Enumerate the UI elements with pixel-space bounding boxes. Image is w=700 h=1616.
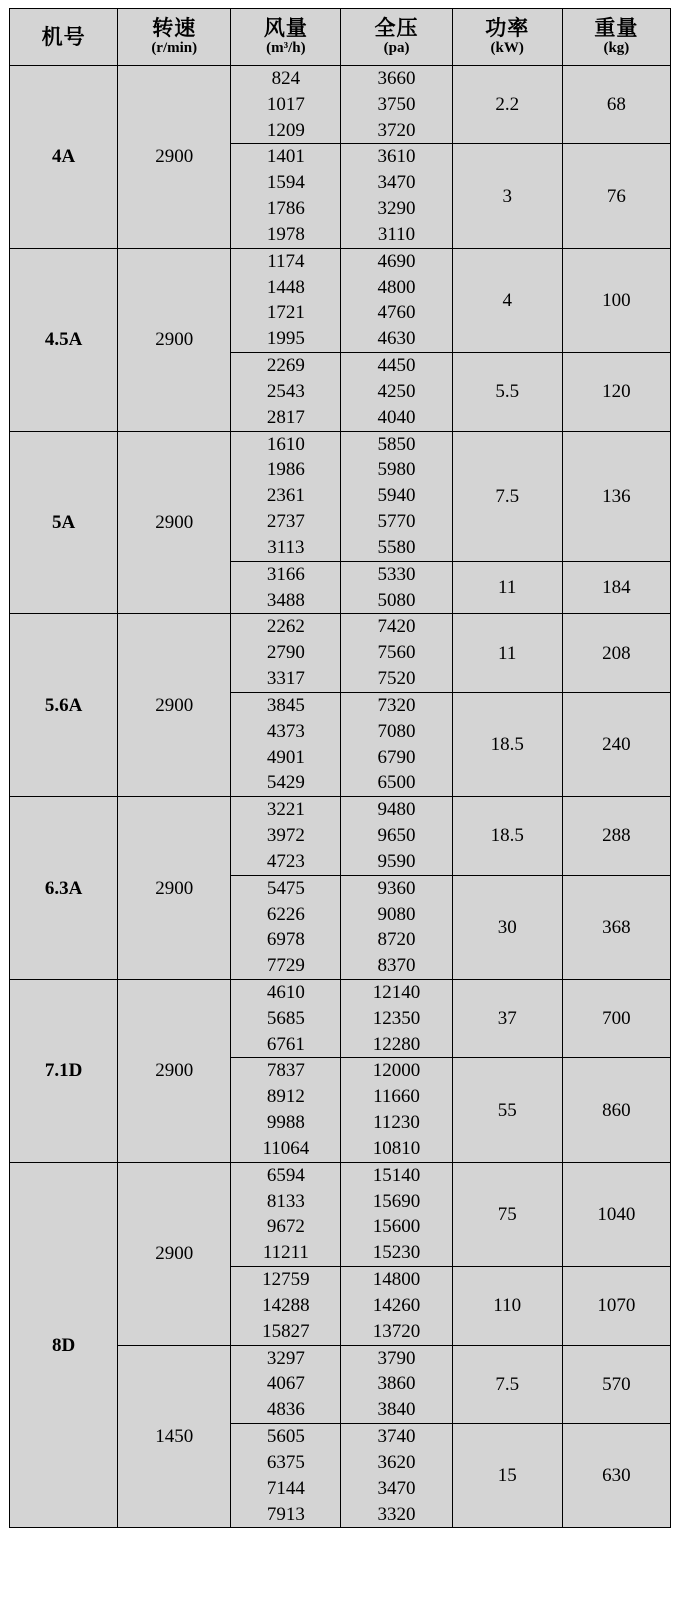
model-cell: 5.6A (10, 614, 118, 797)
weight-cell: 100 (562, 248, 670, 352)
flow-value: 6226 (266, 903, 305, 925)
weight-cell: 700 (562, 979, 670, 1057)
pressure-value: 3610 (377, 146, 416, 168)
speed-cell: 2900 (118, 979, 231, 1162)
flow-value: 2262 (266, 616, 305, 638)
pressure-value: 15600 (372, 1216, 421, 1238)
pressure-cell (341, 561, 452, 614)
pressure-value: 12280 (372, 1033, 421, 1055)
flow-cell (231, 875, 341, 979)
pressure-value: 7560 (377, 642, 416, 664)
flow-cell (231, 248, 341, 352)
table-row (10, 797, 671, 875)
flow-value: 1174 (267, 250, 305, 272)
flow-value: 3845 (266, 694, 305, 716)
weight-cell: 1040 (562, 1162, 670, 1266)
flow-value: 1978 (266, 223, 305, 245)
pressure-value: 6790 (377, 746, 416, 768)
flow-value: 3113 (267, 536, 305, 558)
pressure-value: 9590 (377, 850, 416, 872)
pressure-cell (341, 875, 452, 979)
power-cell: 5.5 (452, 353, 562, 431)
flow-cell (231, 1424, 341, 1528)
speed-cell: 2900 (118, 614, 231, 797)
flow-value: 2790 (266, 642, 305, 664)
pressure-value: 5770 (377, 511, 416, 533)
pressure-value: 9480 (377, 799, 416, 821)
power-cell: 3 (452, 144, 562, 248)
flow-value: 4836 (266, 1399, 305, 1421)
flow-value: 11064 (262, 1137, 310, 1159)
flow-value: 2361 (266, 485, 305, 507)
pressure-value: 5940 (377, 485, 416, 507)
model-cell: 6.3A (10, 797, 118, 980)
table-row (10, 248, 671, 352)
power-cell: 110 (452, 1267, 562, 1345)
pressure-value: 15230 (372, 1242, 421, 1264)
pressure-value: 3290 (377, 198, 416, 220)
power-cell: 11 (452, 561, 562, 614)
pressure-value: 15140 (372, 1164, 421, 1186)
table-body (10, 66, 671, 1528)
power-cell: 4 (452, 248, 562, 352)
table-header-row (10, 9, 671, 66)
flow-value: 4067 (266, 1373, 305, 1395)
model-cell: 7.1D (10, 979, 118, 1162)
flow-value: 7144 (266, 1477, 305, 1499)
flow-value: 1610 (266, 433, 305, 455)
flow-value: 5605 (266, 1426, 305, 1448)
pressure-value: 8370 (377, 955, 416, 977)
pressure-value: 7420 (377, 616, 416, 638)
pressure-value: 9650 (377, 825, 416, 847)
column-header-unit: (r/min) (151, 40, 198, 56)
weight-cell: 860 (562, 1058, 670, 1162)
flow-value: 5475 (266, 877, 305, 899)
table-row (10, 66, 671, 144)
pressure-value: 3720 (377, 119, 416, 141)
weight-cell: 570 (562, 1345, 670, 1423)
flow-value: 8133 (266, 1190, 305, 1212)
weight-cell: 630 (562, 1424, 670, 1528)
model-cell: 4A (10, 66, 118, 249)
pressure-cell (341, 248, 452, 352)
column-header-name: 机号 (41, 24, 86, 49)
pressure-value: 12140 (372, 981, 421, 1003)
power-cell: 55 (452, 1058, 562, 1162)
flow-value: 2543 (266, 380, 305, 402)
pressure-value: 11230 (373, 1112, 420, 1134)
flow-value: 6761 (266, 1033, 305, 1055)
flow-cell (231, 1162, 341, 1266)
flow-value: 12759 (262, 1269, 310, 1291)
flow-value: 3488 (266, 589, 305, 611)
flow-value: 2737 (266, 511, 305, 533)
speed-cell: 2900 (118, 66, 231, 249)
pressure-value: 4250 (377, 380, 416, 402)
weight-cell: 240 (562, 692, 670, 796)
flow-value: 15827 (262, 1320, 310, 1342)
pressure-value: 5330 (377, 563, 416, 585)
pressure-value: 4690 (377, 250, 416, 272)
pressure-value: 7520 (377, 668, 416, 690)
speed-cell: 1450 (118, 1345, 231, 1528)
pressure-value: 4630 (377, 328, 416, 350)
column-header-3 (341, 9, 452, 66)
pressure-value: 10810 (372, 1137, 421, 1159)
power-cell: 18.5 (452, 692, 562, 796)
column-header-unit: (kW) (490, 40, 524, 56)
flow-value: 824 (271, 68, 301, 89)
pressure-value: 9360 (377, 877, 416, 899)
flow-value: 4610 (266, 981, 305, 1003)
flow-value: 1594 (266, 172, 305, 194)
pressure-value: 4800 (377, 276, 416, 298)
pressure-value: 3840 (377, 1399, 416, 1421)
weight-cell: 136 (562, 431, 670, 561)
flow-cell (231, 614, 341, 692)
flow-value: 4901 (266, 746, 305, 768)
pressure-value: 3860 (377, 1373, 416, 1395)
flow-value: 1786 (266, 198, 305, 220)
flow-value: 1209 (266, 119, 305, 141)
pressure-value: 13720 (372, 1320, 421, 1342)
power-cell: 11 (452, 614, 562, 692)
pressure-value: 8720 (377, 929, 416, 951)
column-header-name: 重量 (594, 16, 639, 40)
flow-value: 9672 (266, 1216, 305, 1238)
column-header-unit: (kg) (603, 40, 630, 56)
column-header-2 (231, 9, 341, 66)
pressure-value: 3790 (377, 1347, 416, 1369)
weight-cell: 1070 (562, 1267, 670, 1345)
flow-cell (231, 1058, 341, 1162)
power-cell: 2.2 (452, 66, 562, 144)
flow-value: 1721 (266, 302, 305, 324)
column-header-1 (118, 9, 231, 66)
pressure-cell (341, 353, 452, 431)
power-cell: 30 (452, 875, 562, 979)
flow-value: 5429 (266, 772, 305, 794)
pressure-value: 3320 (377, 1503, 416, 1525)
flow-value: 3221 (266, 799, 305, 821)
pressure-value: 4760 (377, 302, 416, 324)
model-cell: 4.5A (10, 248, 118, 431)
flow-value: 5685 (266, 1007, 305, 1029)
power-cell: 18.5 (452, 797, 562, 875)
flow-value: 3972 (266, 825, 305, 847)
pressure-cell (341, 431, 452, 561)
pressure-value: 7080 (377, 720, 416, 742)
weight-cell: 120 (562, 353, 670, 431)
flow-value: 1448 (266, 276, 305, 298)
flow-value: 6978 (266, 929, 305, 951)
speed-cell: 2900 (118, 1162, 231, 1345)
pressure-value: 5850 (377, 433, 416, 455)
pressure-value: 3110 (377, 223, 416, 245)
table-row (10, 614, 671, 692)
column-header-4 (452, 9, 562, 66)
pressure-value: 14800 (372, 1269, 421, 1291)
flow-value: 1017 (266, 93, 305, 115)
pressure-cell (341, 979, 452, 1057)
flow-value: 14288 (262, 1294, 310, 1316)
table-header (10, 9, 671, 66)
flow-value: 6375 (266, 1451, 305, 1473)
flow-value: 3317 (266, 668, 305, 690)
flow-value: 4723 (266, 850, 305, 872)
flow-value: 8912 (266, 1086, 305, 1108)
flow-value: 1995 (266, 328, 305, 350)
model-cell: 8D (10, 1162, 118, 1528)
speed-cell: 2900 (118, 248, 231, 431)
speed-cell: 2900 (118, 797, 231, 980)
flow-value: 11211 (262, 1242, 309, 1264)
power-cell: 75 (452, 1162, 562, 1266)
flow-cell (231, 431, 341, 561)
table-row (10, 1162, 671, 1266)
flow-value: 1986 (266, 459, 305, 481)
pressure-value: 3620 (377, 1451, 416, 1473)
pressure-value: 12000 (372, 1060, 421, 1082)
flow-value: 1401 (266, 146, 305, 168)
pressure-value: 15690 (372, 1190, 421, 1212)
weight-cell: 184 (562, 561, 670, 614)
flow-value: 7729 (266, 955, 305, 977)
flow-cell (231, 144, 341, 248)
column-header-name: 全压 (374, 16, 419, 40)
power-cell: 7.5 (452, 431, 562, 561)
flow-value: 9988 (266, 1112, 305, 1134)
pressure-value: 9080 (377, 903, 416, 925)
flow-cell (231, 66, 341, 144)
flow-value: 2269 (266, 355, 305, 377)
weight-cell: 368 (562, 875, 670, 979)
speed-cell: 2900 (118, 431, 231, 614)
flow-value: 7913 (266, 1503, 305, 1525)
pressure-value: 4450 (377, 355, 416, 377)
pressure-value: 5580 (377, 536, 416, 558)
weight-cell: 288 (562, 797, 670, 875)
model-cell: 5A (10, 431, 118, 614)
column-header-name: 风量 (263, 16, 308, 40)
weight-cell: 208 (562, 614, 670, 692)
weight-cell: 76 (562, 144, 670, 248)
flow-value: 3166 (266, 563, 305, 585)
column-header-unit: (pa) (383, 40, 410, 56)
pressure-cell (341, 797, 452, 875)
flow-value: 3297 (266, 1347, 305, 1369)
pressure-value: 14260 (372, 1294, 421, 1316)
pressure-value: 12350 (372, 1007, 421, 1029)
column-header-5 (562, 9, 670, 66)
pressure-value: 3660 (377, 68, 416, 89)
pressure-value: 11660 (373, 1086, 420, 1108)
pressure-cell (341, 1345, 452, 1423)
pressure-value: 3470 (377, 1477, 416, 1499)
column-header-name: 转速 (152, 16, 197, 40)
pressure-value: 5980 (377, 459, 416, 481)
flow-cell (231, 353, 341, 431)
pressure-value: 5080 (377, 589, 416, 611)
flow-cell (231, 692, 341, 796)
power-cell: 37 (452, 979, 562, 1057)
pressure-value: 3470 (377, 172, 416, 194)
column-header-0 (10, 9, 118, 66)
pressure-value: 3740 (377, 1426, 416, 1448)
flow-cell (231, 1345, 341, 1423)
pressure-value: 7320 (377, 694, 416, 716)
pressure-value: 6500 (377, 772, 416, 794)
power-cell: 15 (452, 1424, 562, 1528)
table-row (10, 979, 671, 1057)
flow-cell (231, 797, 341, 875)
flow-value: 6594 (266, 1164, 305, 1186)
pressure-cell (341, 1058, 452, 1162)
flow-cell (231, 1267, 341, 1345)
column-header-unit: (m³/h) (266, 40, 306, 56)
pressure-value: 4040 (377, 406, 416, 428)
pressure-cell (341, 1424, 452, 1528)
table-row (10, 431, 671, 561)
weight-cell: 68 (562, 66, 670, 144)
flow-cell (231, 979, 341, 1057)
pressure-cell (341, 614, 452, 692)
column-header-name: 功率 (485, 16, 530, 40)
flow-cell (231, 561, 341, 614)
flow-value: 7837 (266, 1060, 305, 1082)
power-cell: 7.5 (452, 1345, 562, 1423)
pressure-value: 3750 (377, 93, 416, 115)
pressure-cell (341, 692, 452, 796)
pressure-cell (341, 1162, 452, 1266)
flow-value: 2817 (266, 406, 305, 428)
pressure-cell (341, 144, 452, 248)
pressure-cell (341, 1267, 452, 1345)
flow-value: 4373 (266, 720, 305, 742)
pressure-cell (341, 66, 452, 144)
fan-specification-table (9, 8, 671, 1528)
